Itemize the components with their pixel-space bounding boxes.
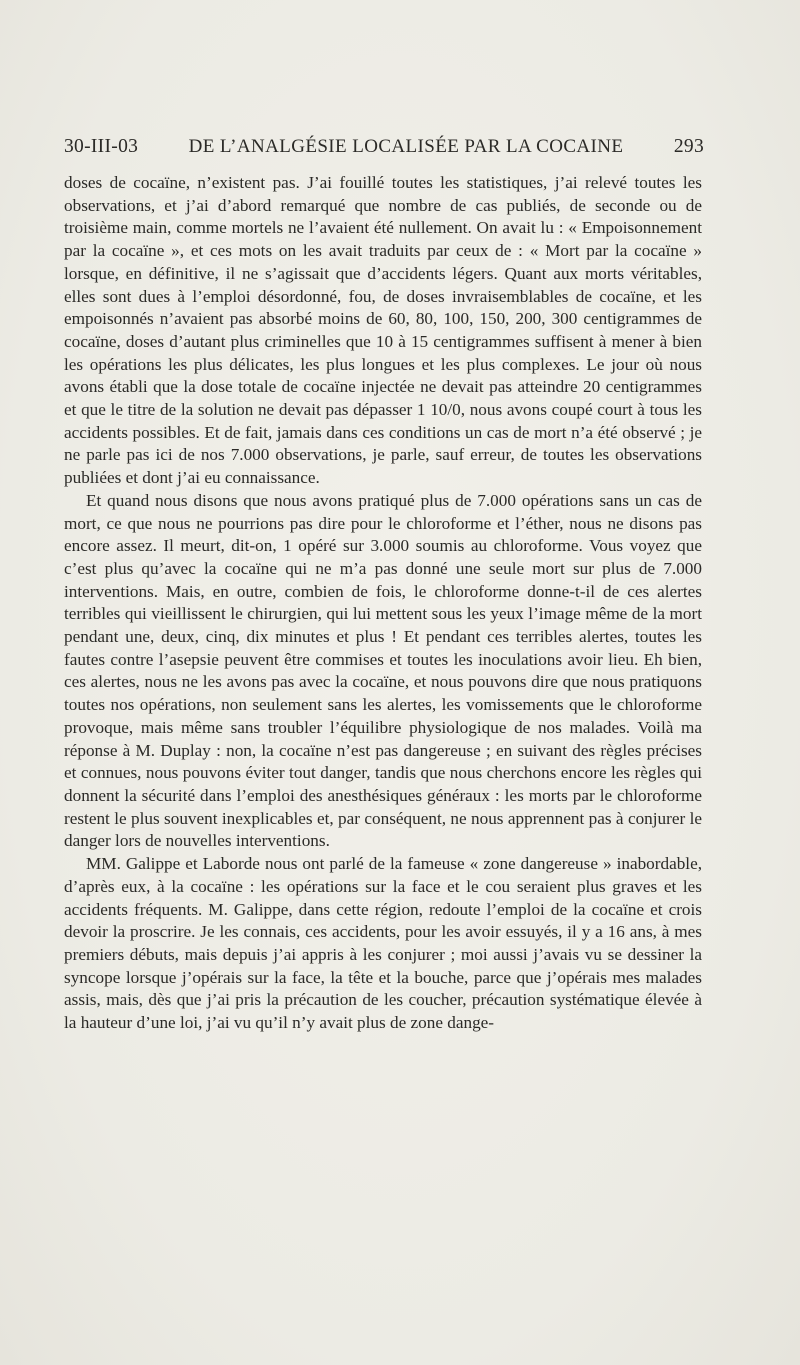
paragraph: Et quand nous disons que nous avons pratiqué plus de 7.000 opérations sans un cas de mort, ce que nous ne pourrions pas dire pour le chloroforme et l’éther, nous ne disons pas encore assez. Il meurt, dit-on, 1 opéré sur 3.000 soumis au chloroforme. Vous voyez que c’est plus qu’avec la cocaïne qui ne m’a pas donné une seule mort sur plus de 7.000 interventions. Mais, en outre, combien de fois, le chloroforme donne-t-il de ces alertes terribles qui vieillissent le chirurgien, qui lui mettent sous les yeux l’image même de la mort pendant une, deux, cinq, dix minutes et plus ! Et pendant ces terribles alertes, toutes les fautes contre l’asepsie peuvent être commises et toutes les inoculations avoir lieu. Eh bien, ces alertes, nous ne les avons pas avec la cocaïne, et nous pouvons dire que nous pratiquons toutes nos opérations, non seulement sans les alertes, les vomissements que le chloroforme provoque, mais même sans troubler l’équilibre physiologique de nos malades. Voilà ma réponse à M. Duplay : non, la cocaïne n’est pas dangereuse ; en suivant des règles précises et connues, nous pouvons éviter tout danger, tandis que nous cherchons encore les règles qui donnent la sécurité dans l’emploi des anesthésiques généraux : les morts par le chloroforme restent le plus souvent inexplicables et, par conséquent, ne nous apprennent pas à conjurer le danger lors de nouvelles interventions. — [64, 490, 702, 851]
paragraph: doses de cocaïne, n’existent pas. J’ai fouillé toutes les statistiques, j’ai relevé toutes les observations, et j’ai d’abord remarqué que nombre de cas publiés, de seconde ou de troisième main, comme mortels ne l’avaient été nullement. On avait lu : « Empoisonnement par la cocaïne », et ces mots on les avait traduits par ceux de : « Mort par la cocaïne » lorsque, en définitive, il ne s’agissait que d’accidents légers. Quant aux morts véritables, elles sont dues à l’emploi désordonné, fou, de doses invraisemblables de cocaïne, et les empoisonnés n’avaient pas absorbé moins de 60, 80, 100, 150, 200, 300 centigrammes de cocaïne, doses d’autant plus criminelles que 10 à 15 centigrammes suffisent à mener à bien les opérations les plus délicates, les plus longues et les plus complexes. Le jour où nous avons établi que la dose totale de cocaïne injectée ne devait pas atteindre 20 centigrammes et que le titre de la solution ne devait pas dépasser 1 10/0, nous avons coupé court à tous les accidents possibles. Et de fait, jamais dans ces conditions un cas de mort n’a été observé ; je ne parle pas ici de nos 7.000 observations, je parle, sauf erreur, de toutes les observations publiées et dont j’ai eu connaissance. — [64, 173, 702, 488]
header-date: 30-III-03 — [64, 136, 139, 157]
body-text — [64, 172, 702, 1035]
page-number: 293 — [673, 136, 704, 157]
running-title: DE L’ANALGÉSIE LOCALISÉE PAR LA COCAINE — [188, 136, 624, 157]
running-header — [64, 136, 704, 158]
paragraph: MM. Galippe et Laborde nous ont parlé de la fameuse « zone dangereuse » inabordable, d’après eux, à la cocaïne : les opérations sur la face et le cou seraient plus graves et les accidents fréquents. M. Galippe, dans cette région, redoute l’emploi de la cocaïne et crois devoir la proscrire. Je les connais, ces accidents, pour les avoir essuyés, il y a 16 ans, à mes premiers débuts, mais depuis j’ai appris à les conjurer ; moi aussi j’avais vu se dessiner la syncope lorsque j’opérais sur la face, la tête et la bouche, parce que j’opérais mes malades assis, mais, dès que j’ai pris la précaution de les coucher, précaution systématique élevée à la hauteur d’une loi, j’ai vu qu’il n’y avait plus de zone dange- — [64, 854, 702, 1033]
